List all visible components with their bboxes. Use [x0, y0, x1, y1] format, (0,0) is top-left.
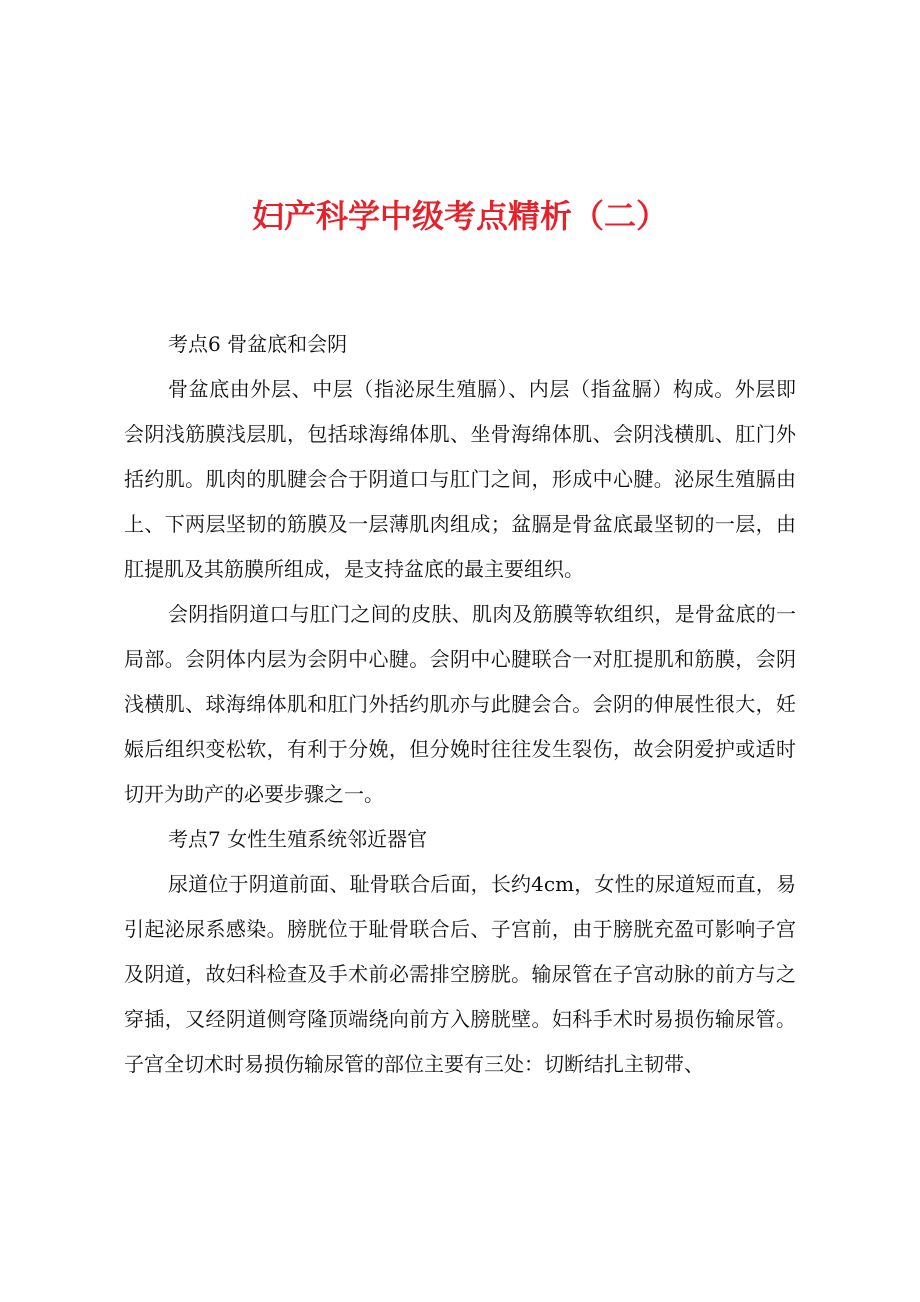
document-body: [124, 322, 796, 1087]
section-heading: 考点6 骨盆底和会阴: [168, 332, 348, 356]
paragraph: 骨盆底由外层、中层（指泌尿生殖膈）、内层（指盆膈）构成。外层即会阴浅筋膜浅层肌，包括球海绵体肌、坐骨海绵体肌、会阴浅横肌、肛门外括约肌。肌肉的肌腱会合于阴道口与肛门之间，形成中心腱。泌尿生殖膈由上、下两层坚韧的筋膜及一层薄肌肉组成；盆膈是骨盆底最坚韧的一层，由肛提肌及其筋膜所组成，是支持盆底的最主要组织。: [124, 377, 796, 581]
paragraph: 尿道位于阴道前面、耻骨联合后面，长约4cm，女性的尿道短而直，易引起泌尿系感染。膀胱位于耻骨联合后、子宫前，由于膀胱充盈可影响子宫及阴道，故妇科检查及手术前必需排空膀胱。输尿管在子宫动脉的前方与之穿插，又经阴道侧穹隆顶端绕向前方入膀胱壁。妇科手术时易损伤输尿管。子宫全切术时易损伤输尿管的部位主要有三处：切断结扎主韧带、: [124, 872, 796, 1076]
paragraph: 会阴指阴道口与肛门之间的皮肤、肌肉及筋膜等软组织，是骨盆底的一局部。会阴体内层为会阴中心腱。会阴中心腱联合一对肛提肌和筋膜，会阴浅横肌、球海绵体肌和肛门外括约肌亦与此腱会合。会阴的伸展性很大，妊娠后组织变松软，有利于分娩，但分娩时往往发生裂伤，故会阴爱护或适时切开为助产的必要步骤之一。: [124, 602, 796, 806]
document-title: 妇产科学中级考点精析（二）: [251, 197, 668, 235]
section-heading: 考点7 女性生殖系统邻近器官: [168, 827, 428, 851]
